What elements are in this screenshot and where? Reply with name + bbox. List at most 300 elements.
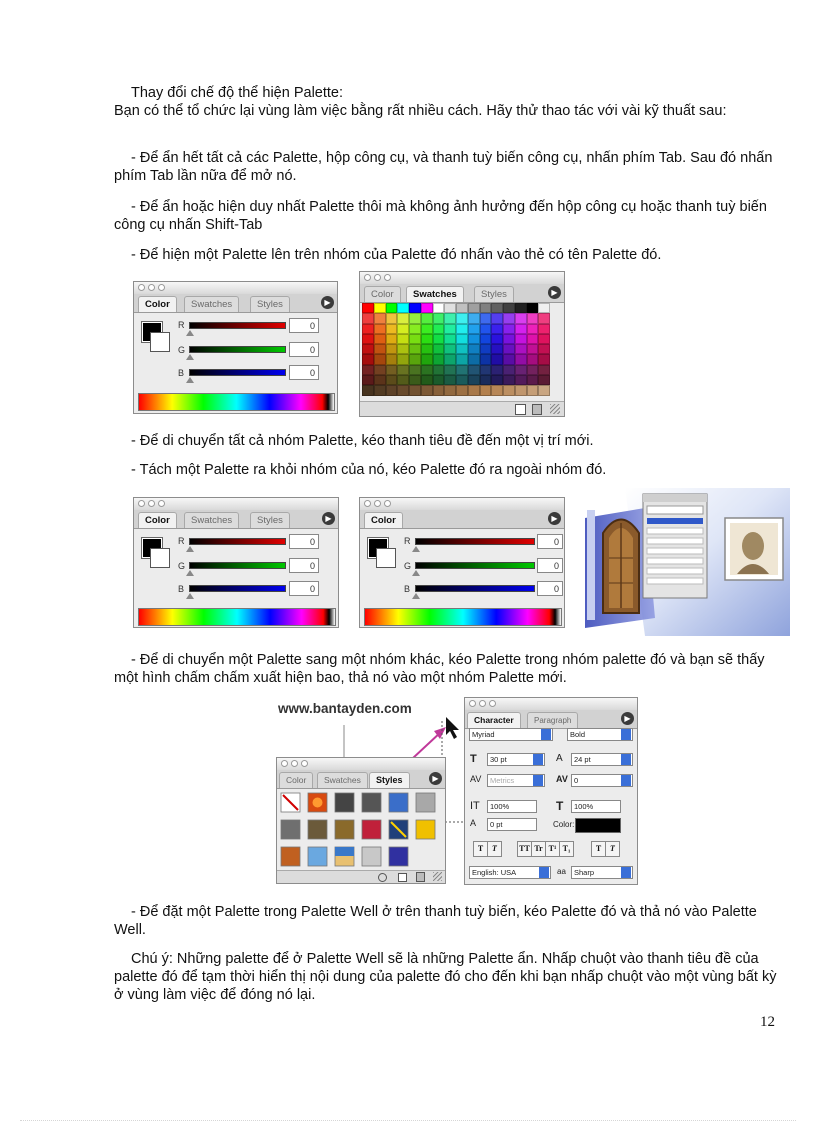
swatch-cell[interactable] <box>468 303 480 313</box>
swatch-cell[interactable] <box>527 354 539 364</box>
swatch-cell[interactable] <box>468 324 480 334</box>
text-style-button[interactable]: T <box>591 841 606 857</box>
close-icon[interactable] <box>138 284 145 291</box>
tab-row <box>360 284 564 303</box>
tab-swatches[interactable]: Swatches <box>184 296 239 312</box>
label-g: G <box>178 561 186 571</box>
font-family-select[interactable] <box>469 728 553 741</box>
color-palette-group-1 <box>133 281 338 414</box>
swatch-cell[interactable] <box>433 344 445 354</box>
swatch-cell[interactable] <box>503 365 515 375</box>
swatch-cell[interactable] <box>362 354 374 364</box>
swatch-cell[interactable] <box>515 334 527 344</box>
swatch-cell[interactable] <box>386 334 398 344</box>
font-family-value: Myriad <box>472 730 495 739</box>
blue-slider[interactable] <box>189 585 286 592</box>
swatch-cell[interactable] <box>433 354 445 364</box>
palette-footer <box>360 401 564 416</box>
tip-show-palette: - Để hiện một Palette lên trên nhóm của Palette đó nhấn vào thẻ có tên Palette đó. <box>131 247 662 263</box>
swatch-cell[interactable] <box>515 354 527 364</box>
kerning-icon: AV <box>470 774 482 784</box>
swatch-cell[interactable] <box>421 313 433 323</box>
swatch-cell[interactable] <box>468 313 480 323</box>
swatch-cell[interactable] <box>374 354 386 364</box>
zoom-icon[interactable] <box>158 500 165 507</box>
swatch-cell[interactable] <box>386 324 398 334</box>
tracking-icon: AV <box>556 774 568 784</box>
chevron-down-icon <box>539 867 549 878</box>
palette-menu-icon[interactable]: ▶ <box>321 296 334 309</box>
slider-handle-icon[interactable] <box>186 593 194 599</box>
resize-grip-icon[interactable] <box>550 404 560 414</box>
minimize-icon[interactable] <box>374 500 381 507</box>
zoom-icon[interactable] <box>384 500 391 507</box>
label-r: R <box>404 536 411 546</box>
swatch-cell[interactable] <box>503 334 515 344</box>
swatch-cell[interactable] <box>456 375 468 385</box>
swatch-cell[interactable] <box>421 375 433 385</box>
swatch-cell[interactable] <box>515 313 527 323</box>
font-style-value: Bold <box>570 730 586 739</box>
zoom-icon[interactable] <box>158 284 165 291</box>
swatch-cell[interactable] <box>444 324 456 334</box>
horizontal-scale-field[interactable] <box>571 800 621 813</box>
swatch-cell[interactable] <box>421 334 433 344</box>
red-slider[interactable] <box>189 538 286 545</box>
text-color-swatch[interactable] <box>575 818 621 833</box>
footer-divider <box>20 1120 796 1121</box>
red-value-field[interactable]: 0 <box>537 534 563 549</box>
swatch-cell[interactable] <box>397 375 409 385</box>
swatches-palette <box>359 271 565 417</box>
minimize-icon[interactable] <box>374 274 381 281</box>
swatch-cell[interactable] <box>444 385 456 395</box>
swatch-cell[interactable] <box>468 365 480 375</box>
tab-swatches[interactable]: Swatches <box>184 512 239 528</box>
swatch-cell[interactable] <box>374 313 386 323</box>
swatch-cell[interactable] <box>386 313 398 323</box>
chevron-down-icon <box>621 729 631 740</box>
tab-row <box>134 510 338 529</box>
swatch-cell[interactable] <box>491 354 503 364</box>
swatch-cell[interactable] <box>386 344 398 354</box>
swatch-cell[interactable] <box>515 344 527 354</box>
swatch-cell[interactable] <box>480 344 492 354</box>
swatch-cell[interactable] <box>527 344 539 354</box>
text-style-button[interactable]: T <box>487 841 502 857</box>
swatch-cell[interactable] <box>456 334 468 344</box>
green-slider[interactable] <box>189 346 286 353</box>
swatch-cell[interactable] <box>503 324 515 334</box>
close-icon[interactable] <box>364 274 371 281</box>
swatch-cell[interactable] <box>491 344 503 354</box>
swatch-cell[interactable] <box>538 365 550 375</box>
close-icon[interactable] <box>138 500 145 507</box>
red-value-field[interactable]: 0 <box>289 534 319 549</box>
blue-value-field[interactable]: 0 <box>289 581 319 596</box>
red-value-field[interactable]: 0 <box>289 318 319 333</box>
styles-grid <box>280 792 442 868</box>
background-color-swatch[interactable] <box>150 548 170 568</box>
font-size-icon: T <box>470 753 477 765</box>
tab-styles[interactable]: Styles <box>369 772 410 788</box>
swatch-cell[interactable] <box>374 385 386 395</box>
swatch-cell[interactable] <box>468 334 480 344</box>
baseline-shift-icon: A <box>470 818 477 828</box>
swatch-cell[interactable] <box>444 365 456 375</box>
swatch-cell[interactable] <box>480 385 492 395</box>
tab-paragraph[interactable]: Paragraph <box>527 712 578 728</box>
swatch-cell[interactable] <box>386 385 398 395</box>
note-paragraph: Chú ý: Những palette để ở Palette Well sẽ là những Palette ẩn. Nhấp chuột vào thanh tiêu đề của palette đó để tạm thời hiển thị nội dung của palette đó cho đến khi bạn nhấp chuột vào một vùng bất kỳ ở vùng làm việc để đóng nó lại. <box>114 951 777 1003</box>
red-slider[interactable] <box>189 322 286 329</box>
swatch-cell[interactable] <box>421 365 433 375</box>
close-icon[interactable] <box>364 500 371 507</box>
zoom-icon[interactable] <box>384 274 391 281</box>
swatch-cell[interactable] <box>397 344 409 354</box>
swatch-cell[interactable] <box>421 303 433 313</box>
swatch-cell[interactable] <box>491 365 503 375</box>
minimize-icon[interactable] <box>148 284 155 291</box>
swatch-cell[interactable] <box>444 375 456 385</box>
swatch-cell[interactable] <box>538 324 550 334</box>
styles-palette <box>276 757 446 884</box>
minimize-icon[interactable] <box>291 760 298 767</box>
swatch-cell[interactable] <box>444 313 456 323</box>
slider-handle-icon[interactable] <box>186 330 194 336</box>
swatch-cell[interactable] <box>491 303 503 313</box>
swatch-cell[interactable] <box>362 385 374 395</box>
tab-color[interactable]: Color <box>364 512 403 528</box>
swatch-cell[interactable] <box>480 354 492 364</box>
tab-color[interactable]: Color <box>279 772 313 788</box>
kerning-field[interactable] <box>487 774 545 787</box>
swatch-cell[interactable] <box>433 303 445 313</box>
swatch-cell[interactable] <box>374 324 386 334</box>
swatch-cell[interactable] <box>444 303 456 313</box>
antialias-select[interactable] <box>571 866 633 879</box>
vertical-scale-value: 100% <box>490 802 510 811</box>
swatch-cell[interactable] <box>433 313 445 323</box>
text-style-button[interactable]: T¹ <box>545 841 560 857</box>
swatch-cell[interactable] <box>421 344 433 354</box>
swatch-cell[interactable] <box>409 385 421 395</box>
label-g: G <box>404 561 412 571</box>
slider-handle-icon[interactable] <box>186 570 194 576</box>
swatch-cell[interactable] <box>468 385 480 395</box>
green-value-field[interactable]: 0 <box>289 558 319 573</box>
tab-color[interactable]: Color <box>364 286 401 302</box>
chevron-down-icon <box>621 754 631 765</box>
swatch-cell[interactable] <box>374 365 386 375</box>
clear-style-icon[interactable] <box>378 873 387 882</box>
intro-text: Bạn có thể tổ chức lại vùng làm việc bằng rất nhiều cách. Hãy thử thao tác với vài kỹ thuất sau: <box>114 103 727 119</box>
swatch-cell[interactable] <box>374 375 386 385</box>
trash-icon[interactable] <box>532 404 542 415</box>
swatch-cell[interactable] <box>386 365 398 375</box>
swatch-cell[interactable] <box>503 344 515 354</box>
collage-illustration <box>585 488 790 636</box>
color-spectrum-bar[interactable] <box>364 608 562 626</box>
tracking-field[interactable] <box>571 774 633 787</box>
swatch-cell[interactable] <box>538 313 550 323</box>
swatch-cell[interactable] <box>362 303 374 313</box>
swatch-cell[interactable] <box>515 303 527 313</box>
baseline-shift-field[interactable] <box>487 818 537 831</box>
swatch-cell[interactable] <box>527 365 539 375</box>
font-size-field[interactable] <box>487 753 545 766</box>
swatch-cell[interactable] <box>527 313 539 323</box>
text-style-button[interactable]: T <box>605 841 620 857</box>
green-slider[interactable] <box>415 562 535 569</box>
minimize-icon[interactable] <box>479 700 486 707</box>
swatch-cell[interactable] <box>480 324 492 334</box>
blue-slider[interactable] <box>415 585 535 592</box>
swatch-cell[interactable] <box>409 334 421 344</box>
swatch-cell[interactable] <box>397 303 409 313</box>
section-heading: Thay đổi chế độ thể hiện Palette: <box>131 85 344 101</box>
text-style-button[interactable]: T₁ <box>559 841 574 857</box>
swatch-cell[interactable] <box>538 334 550 344</box>
swatch-cell[interactable] <box>515 385 527 395</box>
swatch-cell[interactable] <box>386 354 398 364</box>
swatch-cell[interactable] <box>527 385 539 395</box>
swatch-cell[interactable] <box>456 365 468 375</box>
tip-move-to-group: - Để di chuyển một Palette sang một nhóm khác, kéo Palette trong nhóm palette đó và bạn sẽ thấy một hình chấm chấm xuất hiện bao, thả nó vào một nhóm Palette mới. <box>114 652 765 686</box>
swatch-cell[interactable] <box>468 375 480 385</box>
swatch-cell[interactable] <box>491 334 503 344</box>
new-style-icon[interactable] <box>398 873 407 882</box>
tracking-value: 0 <box>574 776 579 785</box>
slider-handle-icon[interactable] <box>186 377 194 383</box>
swatch-cell[interactable] <box>491 313 503 323</box>
palette-menu-icon[interactable]: ▶ <box>548 286 561 299</box>
swatch-cell[interactable] <box>397 385 409 395</box>
green-slider[interactable] <box>189 562 286 569</box>
swatch-cell[interactable] <box>527 334 539 344</box>
swatch-cell[interactable] <box>491 324 503 334</box>
tab-color[interactable]: Color <box>138 296 177 312</box>
swatch-cell[interactable] <box>456 344 468 354</box>
swatch-cell[interactable] <box>444 334 456 344</box>
label-r: R <box>178 320 185 330</box>
vertical-scale-icon: IT <box>470 800 480 812</box>
swatch-cell[interactable] <box>491 385 503 395</box>
new-swatch-icon[interactable] <box>515 404 526 415</box>
swatch-cell[interactable] <box>421 385 433 395</box>
swatch-cell[interactable] <box>444 354 456 364</box>
swatch-cell[interactable] <box>433 334 445 344</box>
swatch-cell[interactable] <box>362 344 374 354</box>
tab-character[interactable]: Character <box>467 712 521 728</box>
swatch-cell[interactable] <box>480 313 492 323</box>
swatch-cell[interactable] <box>456 324 468 334</box>
swatch-cell[interactable] <box>421 324 433 334</box>
tab-styles[interactable]: Styles <box>250 512 290 528</box>
swatch-cell[interactable] <box>456 303 468 313</box>
swatch-cell[interactable] <box>386 303 398 313</box>
cursor-icon <box>446 717 459 739</box>
text-style-button[interactable]: TT <box>517 841 532 857</box>
swatch-cell[interactable] <box>456 354 468 364</box>
leading-field[interactable] <box>571 753 633 766</box>
zoom-icon[interactable] <box>489 700 496 707</box>
swatch-cell[interactable] <box>515 324 527 334</box>
swatch-cell[interactable] <box>527 303 539 313</box>
tab-swatches[interactable]: Swatches <box>317 772 368 788</box>
color-label: Color: <box>553 820 575 829</box>
swatch-cell[interactable] <box>515 365 527 375</box>
character-palette <box>464 697 638 885</box>
swatch-cell[interactable] <box>409 354 421 364</box>
tip-palette-well: - Để đặt một Palette trong Palette Well ở trên thanh tuỳ biến, kéo Palette đó và thả nó vào Palette Well. <box>114 904 757 938</box>
swatch-cell[interactable] <box>433 324 445 334</box>
baseline-shift-value: 0 pt <box>490 820 503 829</box>
font-size-value: 30 pt <box>490 755 507 764</box>
swatch-cell[interactable] <box>362 324 374 334</box>
palette-menu-icon[interactable]: ▶ <box>322 512 335 525</box>
tip-separate: - Tách một Palette ra khỏi nhóm của nó, kéo Palette đó ra ngoài nhóm đó. <box>131 462 607 478</box>
close-icon[interactable] <box>469 700 476 707</box>
tip-hide-all: - Để ẩn hết tất cả các Palette, hộp công cụ, và thanh tuỳ biến công cụ, nhấn phím Tab. Sau đó nhấn phím Tab lần nữa để mở nó. <box>114 150 773 184</box>
blue-value-field[interactable]: 0 <box>289 365 319 380</box>
swatch-cell[interactable] <box>503 385 515 395</box>
swatch-cell[interactable] <box>456 385 468 395</box>
swatch-cell[interactable] <box>480 303 492 313</box>
antialias-icon: aa <box>557 867 566 876</box>
swatch-cell[interactable] <box>409 365 421 375</box>
blue-slider[interactable] <box>189 369 286 376</box>
slider-handle-icon[interactable] <box>186 354 194 360</box>
language-select[interactable] <box>469 866 551 879</box>
palette-menu-icon[interactable]: ▶ <box>429 772 442 785</box>
swatch-cell[interactable] <box>397 334 409 344</box>
vertical-scale-field[interactable] <box>487 800 537 813</box>
swatch-cell[interactable] <box>421 354 433 364</box>
swatch-cell[interactable] <box>409 375 421 385</box>
swatch-cell[interactable] <box>456 313 468 323</box>
swatch-cell[interactable] <box>538 354 550 364</box>
color-palette-separated <box>359 497 565 628</box>
green-value-field[interactable]: 0 <box>289 342 319 357</box>
swatch-cell[interactable] <box>374 303 386 313</box>
blue-value-field[interactable]: 0 <box>537 581 563 596</box>
swatch-cell[interactable] <box>433 365 445 375</box>
red-slider[interactable] <box>415 538 535 545</box>
swatch-cell[interactable] <box>538 385 550 395</box>
chevron-down-icon <box>541 729 551 740</box>
color-spectrum-bar[interactable] <box>138 393 335 411</box>
text-style-button[interactable]: T <box>473 841 488 857</box>
swatch-cell[interactable] <box>515 375 527 385</box>
swatch-cell[interactable] <box>362 313 374 323</box>
font-style-select[interactable] <box>567 728 633 741</box>
close-icon[interactable] <box>281 760 288 767</box>
swatch-cell[interactable] <box>374 334 386 344</box>
chevron-down-icon <box>621 867 631 878</box>
swatch-cell[interactable] <box>362 365 374 375</box>
swatch-cell[interactable] <box>362 375 374 385</box>
leading-value: 24 pt <box>574 755 591 764</box>
slider-handle-icon[interactable] <box>186 546 194 552</box>
swatch-cell[interactable] <box>397 354 409 364</box>
swatch-cell[interactable] <box>397 313 409 323</box>
swatch-cell[interactable] <box>538 344 550 354</box>
green-value-field[interactable]: 0 <box>537 558 563 573</box>
swatch-cell[interactable] <box>409 303 421 313</box>
intro-paragraph <box>114 84 780 120</box>
swatch-cell[interactable] <box>444 344 456 354</box>
tab-row <box>134 294 337 313</box>
text-style-button[interactable]: Tr <box>531 841 546 857</box>
tab-styles[interactable]: Styles <box>250 296 290 312</box>
swatch-cell[interactable] <box>491 375 503 385</box>
chevron-down-icon <box>621 775 631 786</box>
slider-handle-icon[interactable] <box>412 570 420 576</box>
background-color-swatch[interactable] <box>150 332 170 352</box>
swatch-cell[interactable] <box>433 385 445 395</box>
swatch-cell[interactable] <box>503 375 515 385</box>
tab-styles[interactable]: Styles <box>474 286 514 302</box>
slider-handle-icon[interactable] <box>412 593 420 599</box>
trash-icon[interactable] <box>416 872 425 882</box>
workspace-collage-image <box>585 488 790 636</box>
color-palette-group-2 <box>133 497 339 628</box>
swatch-cell[interactable] <box>374 344 386 354</box>
swatch-cell[interactable] <box>409 313 421 323</box>
chevron-down-icon <box>533 754 543 765</box>
tab-row <box>465 710 637 729</box>
tab-color[interactable]: Color <box>138 512 177 528</box>
background-color-swatch[interactable] <box>376 548 396 568</box>
swatch-cell[interactable] <box>527 324 539 334</box>
swatch-cell[interactable] <box>409 324 421 334</box>
minimize-icon[interactable] <box>148 500 155 507</box>
swatch-cell[interactable] <box>480 334 492 344</box>
palette-menu-icon[interactable]: ▶ <box>548 512 561 525</box>
swatch-cell[interactable] <box>503 313 515 323</box>
swatch-cell[interactable] <box>480 365 492 375</box>
palette-footer <box>277 870 445 883</box>
slider-handle-icon[interactable] <box>412 546 420 552</box>
watermark-text: www.bantayden.com <box>278 701 412 716</box>
swatch-cell[interactable] <box>480 375 492 385</box>
swatch-cell[interactable] <box>538 375 550 385</box>
swatch-cell[interactable] <box>538 303 550 313</box>
color-spectrum-bar[interactable] <box>138 608 336 626</box>
swatch-cell[interactable] <box>468 344 480 354</box>
tab-swatches[interactable]: Swatches <box>406 286 464 302</box>
kerning-value: Metrics <box>490 776 515 785</box>
swatch-cell[interactable] <box>409 344 421 354</box>
zoom-icon[interactable] <box>301 760 308 767</box>
label-g: G <box>178 345 186 355</box>
resize-grip-icon[interactable] <box>433 872 442 881</box>
swatch-grid <box>362 303 550 396</box>
swatch-cell[interactable] <box>433 375 445 385</box>
palette-menu-icon[interactable]: ▶ <box>621 712 634 725</box>
swatch-cell[interactable] <box>468 354 480 364</box>
swatch-cell[interactable] <box>386 375 398 385</box>
drag-palette-illustration <box>274 697 640 887</box>
swatch-cell[interactable] <box>503 354 515 364</box>
swatch-cell[interactable] <box>503 303 515 313</box>
swatch-cell[interactable] <box>397 324 409 334</box>
label-r: R <box>178 536 185 546</box>
swatch-cell[interactable] <box>527 375 539 385</box>
swatch-cell[interactable] <box>362 334 374 344</box>
swatch-cell[interactable] <box>397 365 409 375</box>
